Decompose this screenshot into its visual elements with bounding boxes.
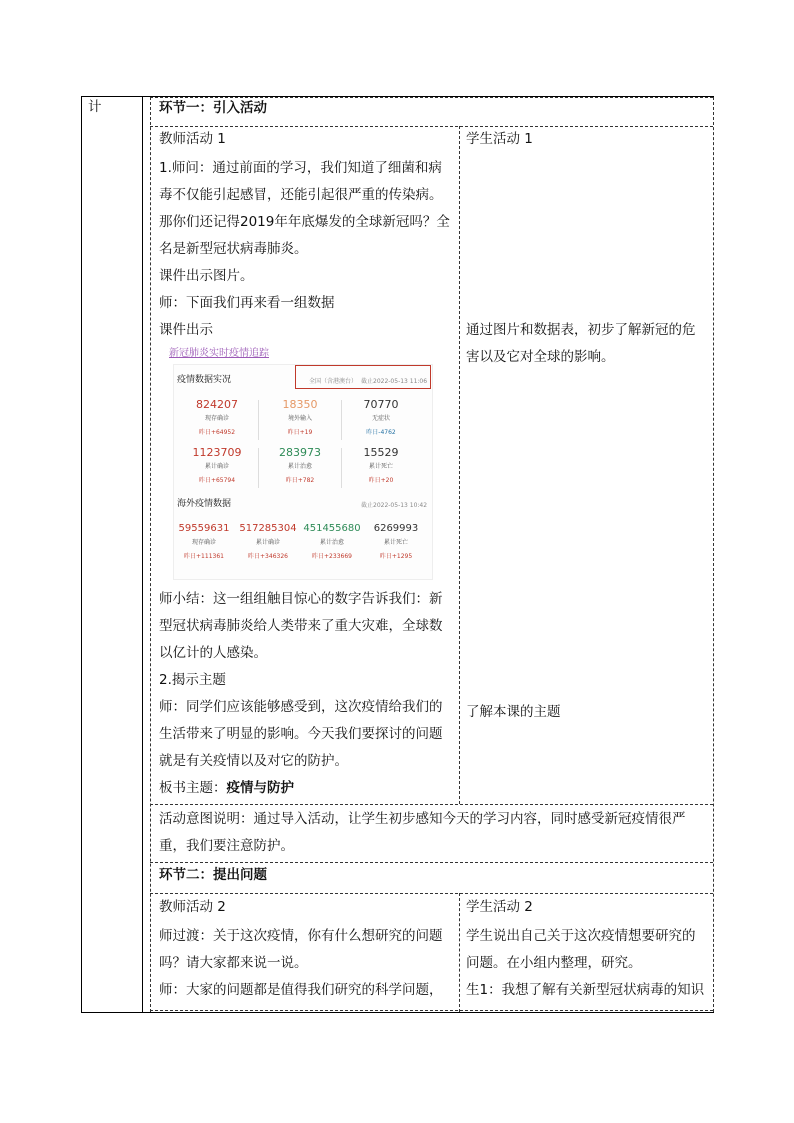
student-activity-1-text: 通过图片和数据表，初步了解新冠的危: [466, 322, 696, 338]
stat-delta: 昨日+1295: [379, 553, 413, 560]
table-column-divider: [142, 96, 143, 1013]
stat-delta: 昨日+782: [285, 477, 315, 484]
board-topic-line: [159, 775, 294, 802]
teacher-activity-2-title: 教师活动 2: [159, 899, 226, 915]
stat-label: 累计确诊: [204, 463, 229, 470]
stat-value: 1123709: [192, 446, 242, 459]
text-line: 吗？请大家都来说一说。: [159, 955, 308, 971]
text-line: 师：大家的问题都是值得我们研究的科学问题，: [159, 982, 443, 998]
stat-separator: [341, 448, 342, 488]
text-line: 那你们还记得2019年年底爆发的全球新冠吗？全: [159, 214, 450, 230]
section1-bottom-line: [150, 804, 713, 805]
domestic-deadline: 截止2022-05-13 11:06: [361, 378, 428, 385]
stat-separator: [341, 400, 342, 440]
stat-separator: [258, 400, 259, 440]
stat-label: 累计确诊: [255, 539, 280, 546]
scope-label: 全国（含港澳台）: [309, 378, 358, 385]
text-line: 生活带来了明显的影响。今天我们要探讨的问题: [159, 726, 443, 742]
text-line: 型冠状病毒肺炎给人类带来了重大灾难，全球数: [159, 618, 443, 634]
teacher-activity-1-title: 教师活动 1: [159, 131, 226, 147]
stat-delta: 昨日+65794: [198, 477, 236, 484]
stat-value: 15529: [363, 446, 399, 459]
stat-label: 现存确诊: [191, 539, 216, 546]
stat-delta: 昨日+64952: [198, 429, 236, 436]
student-activity-2-title: 学生活动 2: [466, 899, 533, 915]
table-bottom-border: [81, 1012, 714, 1013]
stat-value: 283973: [279, 446, 321, 459]
section2-mid-divider: [459, 893, 460, 1012]
stat-value: 517285304: [239, 523, 297, 534]
student-activity-1-text: 害以及它对全球的影响。: [466, 349, 615, 365]
text-line: 师小结：这一组组触目惊心的数字告诉我们：新: [159, 591, 443, 607]
tracker-title: 新冠肺炎实时疫情追踪: [169, 348, 269, 359]
board-topic: 疫情与防护: [226, 780, 294, 796]
inner-left-border: [150, 97, 151, 1012]
stat-label: 累计死亡: [368, 463, 393, 470]
text-line: 生1：我想了解有关新型冠状病毒的知识: [466, 982, 705, 998]
section1-heading: 环节一：引入活动: [159, 100, 267, 116]
text-line: 师：同学们应该能够感受到，这次疫情给我们的: [159, 699, 443, 715]
section1-mid-divider: [459, 126, 460, 804]
section2-heading-line: [150, 893, 713, 894]
stat-value: 59559631: [178, 523, 230, 534]
intent-line: 活动意图说明：通过导入活动，让学生初步感知今天的学习内容，同时感受新冠疫情很严: [159, 811, 686, 827]
board-prefix: 板书主题：: [159, 780, 227, 796]
student-activity-1-title: 学生活动 1: [466, 131, 533, 147]
section2-heading: 环节二：提出问题: [159, 867, 267, 883]
stat-value: 824207: [196, 398, 238, 411]
epidemic-tracker-screenshot: [165, 344, 433, 580]
stat-delta: 昨日+20: [368, 477, 394, 484]
stat-value: 70770: [363, 398, 399, 411]
overseas-header: 海外疫情数据: [177, 499, 232, 509]
stat-delta: 昨日+233669: [312, 553, 352, 560]
intent-line: 重，我们要注意防护。: [159, 838, 294, 854]
stat-delta: 昨日-4762: [366, 429, 396, 436]
table-left-border: [81, 96, 82, 1013]
text-line: 课件出示图片。: [159, 268, 254, 284]
text-line: 课件出示: [159, 322, 213, 338]
text-line: 2.揭示主题: [159, 672, 226, 688]
text-line: 1.师问：通过前面的学习，我们知道了细菌和病: [159, 160, 442, 176]
stat-label: 累计治愈: [319, 539, 344, 546]
domestic-header: 疫情数据实况: [177, 375, 232, 385]
text-line: 问题。在小组内整理，研究。: [466, 955, 642, 971]
stat-value: 6269993: [373, 523, 419, 534]
text-line: 师过渡：关于这次疫情，你有什么想研究的问题: [159, 928, 443, 944]
student-activity-1-topic: 了解本课的主题: [466, 704, 561, 720]
section1-heading-line: [150, 126, 713, 127]
stat-separator: [258, 448, 259, 488]
stat-value: 18350: [282, 398, 318, 411]
stat-label: 现存确诊: [204, 415, 229, 422]
inner-right-border: [713, 97, 714, 1012]
stat-label: 累计死亡: [383, 539, 408, 546]
stat-value: 451455680: [303, 523, 361, 534]
text-line: 毒不仅能引起感冒，还能引起很严重的传染病。: [159, 187, 443, 203]
text-line: 以亿计的人感染。: [159, 645, 267, 661]
text-line: 师：下面我们再来看一组数据: [159, 295, 335, 311]
text-line: 名是新型冠状病毒肺炎。: [159, 241, 308, 257]
tracker-panel: [173, 364, 433, 580]
overseas-deadline: 截止2022-05-13 10:42: [361, 502, 428, 509]
stat-label: 无症状: [371, 415, 390, 422]
stat-label: 累计治愈: [287, 463, 312, 470]
section2-bottom-line: [150, 1010, 713, 1011]
stat-delta: 昨日+346326: [248, 553, 288, 560]
text-line: 就是有关疫情以及对它的防护。: [159, 753, 348, 769]
text-line: 学生说出自己关于这次疫情想要研究的: [466, 928, 696, 944]
left-column-label: 计: [88, 99, 102, 115]
stat-delta: 昨日+19: [287, 429, 313, 436]
stat-label: 境外输入: [287, 415, 312, 422]
stat-delta: 昨日+111361: [184, 553, 224, 560]
